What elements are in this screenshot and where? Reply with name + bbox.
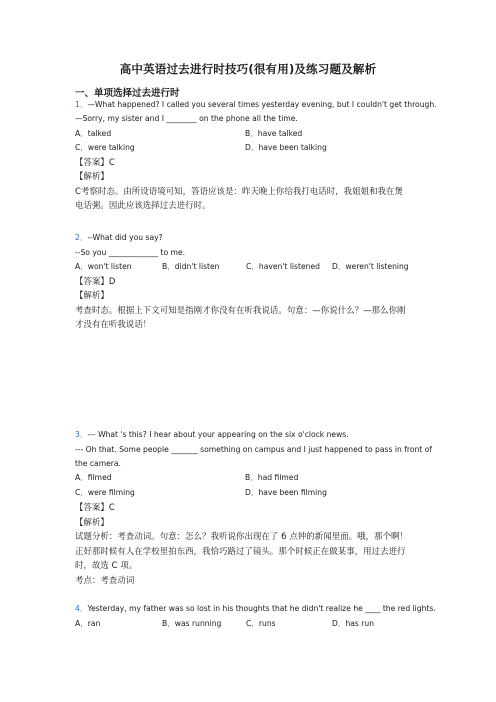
question-3-stem-3: the camera.	[75, 459, 121, 468]
question-2-stem-2: --So you _____________ to me.	[75, 248, 186, 257]
question-3-option-b: B．had filmed	[245, 473, 299, 482]
question-2-analysis-label: 【解析】	[75, 290, 109, 300]
question-2-analysis-2: 才没有在听我说话！	[75, 319, 152, 329]
question-1-option-c: C．were talking	[75, 143, 135, 152]
question-4-option-d: D．has run	[332, 619, 375, 628]
question-3-analysis-2: 正好那时候有人在学校里拍东西，我恰巧路过了镜头。那个时候正在做某事，用过去进行	[75, 546, 406, 556]
question-1-analysis-2: 电话粥。因此应该选择过去进行时。	[75, 200, 211, 210]
question-2-analysis: 考查时态。根据上下文可知是指刚才你没有在听我说话。句意：—你说什么？—那么你刚	[75, 305, 406, 315]
question-1-option-b: B．have talked	[245, 129, 303, 138]
question-number: 4．	[75, 604, 88, 613]
question-3-analysis: 试题分析：考查动词。句意：怎么？我听说你出现在了 6 点钟的新闻里面。哦，那个啊！	[75, 531, 408, 541]
question-3-stem-2: --- Oh that. Some people _______ something on campus and I just happened to pass in front of	[75, 445, 432, 454]
question-1-analysis: C考察时态。由所设语境可知，答语应该是：昨天晚上你给我打电话时，我姐姐和我在煲	[75, 186, 403, 196]
question-number: 1．	[75, 100, 88, 109]
question-4-stem: 4．Yesterday, my father was so lost in his thoughts that he didn't realize he ____ the red lights.	[75, 604, 436, 613]
question-3-analysis-3: 时，故选 C 项。	[75, 560, 138, 570]
question-1-option-d: D．have been talking	[245, 143, 327, 152]
question-3-answer: 【答案】C	[75, 502, 115, 512]
question-2-option-c: C．haven't listened	[246, 262, 320, 271]
question-3-option-d: D．have been filming	[245, 488, 327, 497]
question-2-answer: 【答案】D	[75, 276, 116, 286]
question-4-option-b: B．was running	[162, 619, 222, 628]
question-1-option-a: A．talked	[75, 129, 112, 138]
question-number: 3．	[75, 430, 88, 439]
question-1-stem-2: —Sorry, my sister and I ________ on the phone all the time.	[75, 114, 298, 123]
question-2-option-b: B．didn't listen	[162, 262, 220, 271]
question-2-stem: 2．--What did you say?	[75, 233, 163, 242]
question-3-point: 考点：考查动词	[75, 575, 135, 585]
question-number: 2．	[75, 233, 88, 242]
question-3-option-c: C．were filming	[75, 488, 135, 497]
question-3-stem: 3．--- What 's this? I hear about your appearing on the six o'clock news.	[75, 430, 349, 439]
question-2-option-d: D．weren't listening	[332, 262, 409, 271]
question-4-option-c: C．runs	[246, 619, 276, 628]
question-2-option-a: A．won't listen	[75, 262, 132, 271]
question-1-answer: 【答案】C	[75, 157, 115, 167]
question-1-stem: 1．—What happened? I called you several times yesterday evening, but I couldn't get through.	[75, 100, 437, 109]
section-heading: 一、单项选择过去进行时	[75, 88, 180, 99]
question-3-option-a: A．filmed	[75, 473, 112, 482]
question-4-option-a: A．ran	[75, 619, 101, 628]
document-title: 高中英语过去进行时技巧(很有用)及练习题及解析	[119, 62, 377, 76]
question-1-analysis-label: 【解析】	[75, 171, 109, 181]
question-3-analysis-label: 【解析】	[75, 517, 109, 527]
